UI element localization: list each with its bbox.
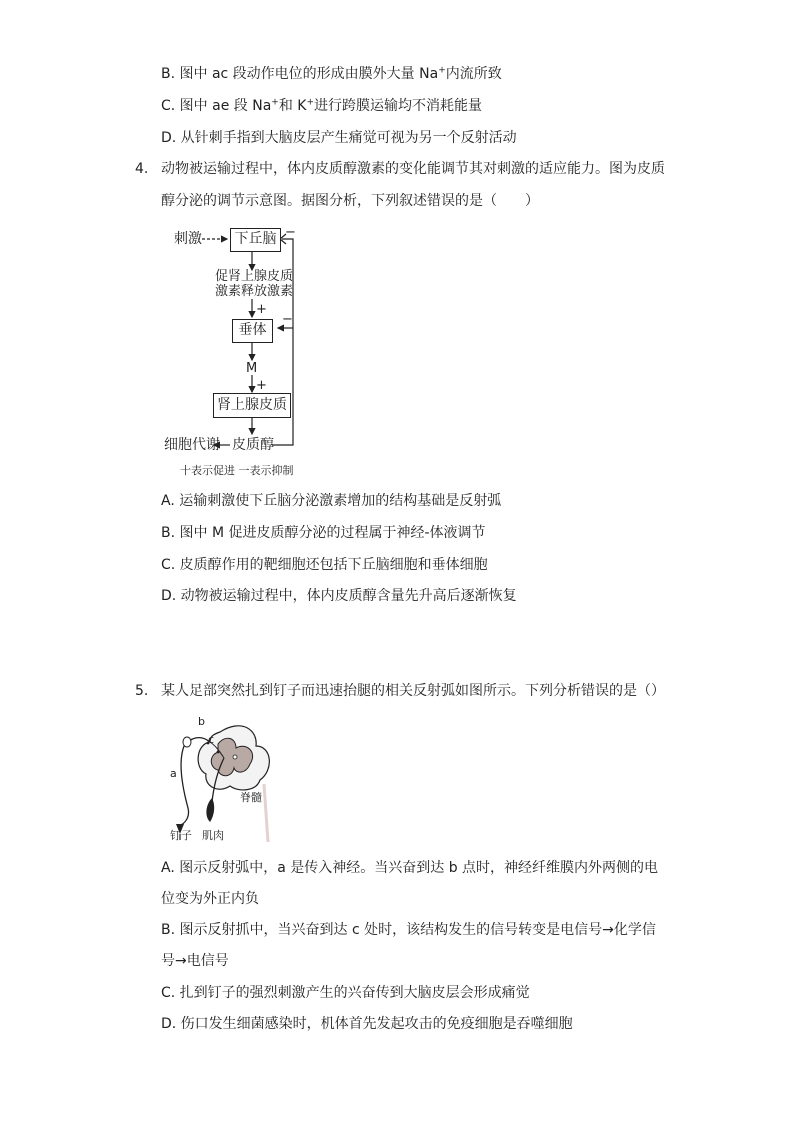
q5-stem: 某人足部突然扎到钉子而迅速抬腿的相关反射弧如图所示。下列分析错误的是（） [161,683,665,699]
crh-label-line2: 激素释放激素 [215,284,294,299]
muscle-shape [206,798,214,822]
q5-option-a-line1: A. 图示反射弧中，a 是传入神经。当兴奋到达 b 点时，神经纤维膜内外两侧的电 [161,860,659,876]
q4-option-c: C. 皮质醇作用的靶细胞还包括下丘脑细胞和垂体细胞 [161,557,488,573]
pituitary-box: 垂体 [232,319,273,343]
afferent-nerve [178,746,189,826]
adrenal-cortex-box: 肾上腺皮质 [213,393,291,418]
q5-option-d: D. 伤口发生细菌感染时，机体首先发起攻击的免疫细胞是吞噬细胞 [161,1016,573,1032]
m-label: M [246,361,258,376]
plus-sign-pituitary: + [256,302,267,317]
q4-stem-line1: 动物被运输过程中，体内皮质醇激素的变化能调节其对刺激的适应能力。图为皮质 [161,161,665,177]
muscle-label: 肌肉 [202,829,224,842]
q5-option-c: C. 扎到钉子的强烈刺激产生的兴奋传到大脑皮层会形成痛觉 [161,985,530,1001]
label-b: b [198,715,205,728]
diagram-legend: 十表示促进 一表示抑制 [180,464,294,477]
reflex-arc-drawing [160,712,280,847]
plus-sign-adrenal: + [256,378,267,393]
cortisol-regulation-diagram [160,222,310,484]
label-c: c [208,733,215,746]
label-a: a [170,767,177,780]
q4-option-a: A. 运输刺激使下丘脑分泌激素增加的结构基础是反射弧 [161,493,502,509]
stimulus-label: 刺激 [174,231,202,247]
q4-number: 4. [135,161,149,177]
q4-option-b: B. 图中 M 促进皮质醇分泌的过程属于神经-体液调节 [161,525,486,541]
q3-option-b: B. 图中 ac 段动作电位的形成由膜外大量 Na+内流所致 [161,65,502,82]
q3-option-c: C. 图中 ae 段 Na+和 K+进行跨膜运输均不消耗能量 [161,97,483,114]
q3-option-d: D. 从针刺手指到大脑皮层产生痛觉可视为另一个反射活动 [161,130,517,146]
q5-option-b-line2: 号→电信号 [161,953,229,969]
point-c-dot [217,751,220,754]
q5-number: 5. [135,683,149,699]
minus-sign-hypothalamus: − [285,225,296,240]
q5-option-a-line2: 位变为外正内负 [161,891,259,907]
scan-artifact [264,784,268,842]
central-canal [233,755,237,759]
hypothalamus-box: 下丘脑 [230,228,281,252]
crh-label-line1: 促肾上腺皮质 [215,269,294,284]
minus-sign-pituitary: − [282,312,293,327]
nail-label: 钉子 [170,829,192,842]
spinal-cord-label: 脊髓 [240,791,262,804]
q4-option-d: D. 动物被运输过程中，体内皮质醇含量先升高后逐渐恢复 [161,588,517,604]
cortisol-label: 皮质醇 [232,437,274,453]
q4-stem-line2: 醇分泌的调节示意图。据图分析，下列叙述错误的是（ ） [161,193,539,209]
reflex-arc-diagram [160,712,280,847]
dorsal-root-ganglion [183,737,191,747]
q5-option-b-line1: B. 图示反射抓中，当兴奋到达 c 处时，该结构发生的信号转变是电信号→化学信 [161,922,656,938]
cell-metabolism-label: 细胞代谢 [164,437,220,453]
